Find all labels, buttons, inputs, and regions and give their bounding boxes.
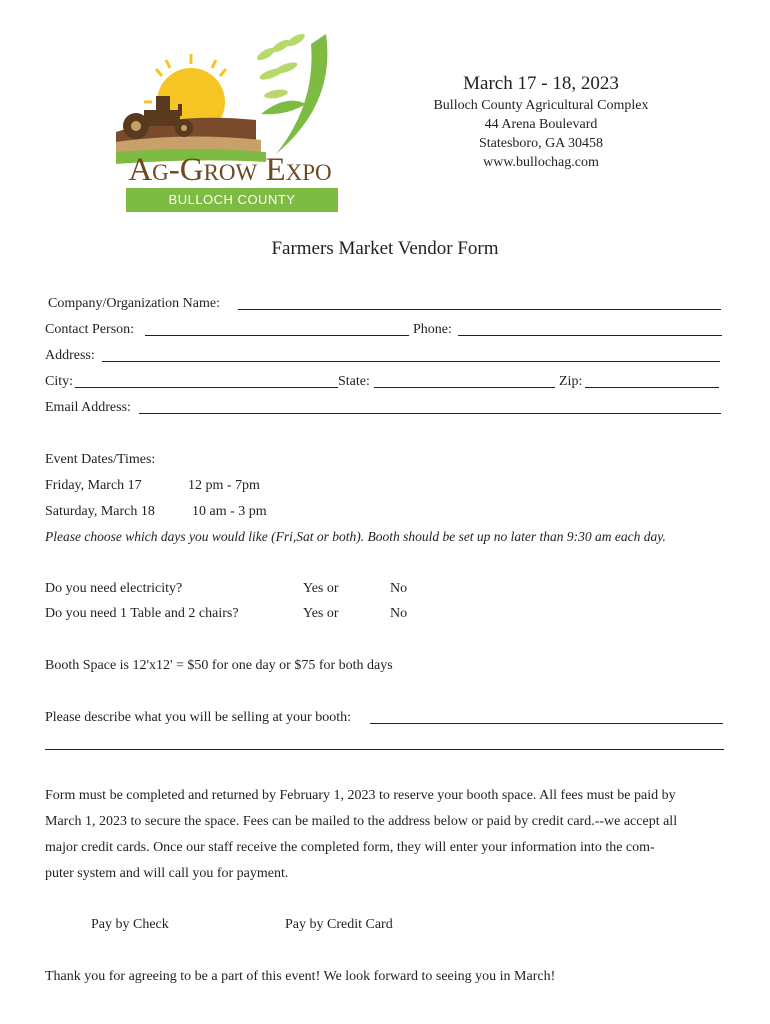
address-field[interactable]: [102, 361, 720, 362]
electricity-yes-option[interactable]: Yes or: [303, 581, 339, 596]
logo-title: Ag-Grow Expo: [128, 152, 332, 188]
schedule-note: Please choose which days you would like (Fri,Sat or both). Booth should be set up no later than 9:30 am each day.: [45, 529, 666, 544]
describe-label: Please describe what you will be selling at your booth:: [45, 710, 351, 725]
terms-paragraph: [45, 783, 735, 887]
company-label: Company/Organization Name:: [48, 296, 220, 311]
terms-line-4: puter system and will call you for payment.: [45, 866, 289, 881]
event-city: Statesboro, GA 30458: [478, 136, 604, 151]
zip-field[interactable]: [585, 387, 719, 388]
pay-by-credit-card-option[interactable]: Pay by Credit Card: [285, 917, 393, 932]
form-title: Farmers Market Vendor Form: [271, 238, 499, 259]
event-info: [410, 72, 672, 172]
schedule-heading: Event Dates/Times:: [45, 452, 156, 467]
electricity-question: Do you need electricity?: [45, 581, 183, 596]
email-field[interactable]: [139, 413, 721, 414]
describe-field-line-2[interactable]: [45, 749, 724, 750]
event-street: 44 Arena Boulevard: [484, 117, 598, 132]
pay-by-check-option[interactable]: Pay by Check: [91, 917, 169, 932]
city-field[interactable]: [75, 387, 338, 388]
city-label: City:: [45, 374, 74, 389]
electricity-no-option[interactable]: No: [390, 581, 408, 596]
company-field[interactable]: [238, 309, 721, 310]
schedule-time-2: 10 am - 3 pm: [192, 504, 267, 519]
zip-label: Zip:: [559, 374, 583, 389]
wheat-grains: [255, 32, 306, 100]
contact-field[interactable]: [145, 335, 409, 336]
schedule-day-1: Friday, March 17: [45, 478, 142, 493]
state-field[interactable]: [374, 387, 555, 388]
state-label: State:: [338, 374, 370, 389]
describe-field-line-1[interactable]: [370, 723, 723, 724]
phone-label: Phone:: [413, 322, 452, 337]
event-dates: March 17 - 18, 2023: [463, 73, 619, 94]
schedule-day-2: Saturday, March 18: [45, 504, 155, 519]
event-website: www.bullochag.com: [483, 155, 599, 170]
table-question: Do you need 1 Table and 2 chairs?: [45, 606, 239, 621]
address-label: Address:: [45, 348, 95, 363]
event-venue: Bulloch County Agricultural Complex: [433, 98, 649, 113]
ag-grow-expo-logo: [86, 24, 346, 220]
logo-subtitle-banner: BULLOCH COUNTY: [126, 188, 338, 212]
schedule-time-1: 12 pm - 7pm: [188, 478, 260, 493]
table-yes-option[interactable]: Yes or: [303, 606, 339, 621]
email-label: Email Address:: [45, 400, 131, 415]
terms-line-3: major credit cards. Once our staff receive the completed form, they will enter your information into the com-: [45, 840, 655, 855]
closing-message: Thank you for agreeing to be a part of this event! We look forward to seeing you in March!: [45, 969, 556, 984]
phone-field[interactable]: [458, 335, 722, 336]
contact-label: Contact Person:: [45, 322, 135, 337]
booth-price: Booth Space is 12'x12' = $50 for one day or $75 for both days: [45, 658, 393, 673]
terms-line-1: Form must be completed and returned by February 1, 2023 to reserve your booth space. All fees must be paid by: [45, 788, 676, 803]
table-no-option[interactable]: No: [390, 606, 408, 621]
terms-line-2: March 1, 2023 to secure the space. Fees can be mailed to the address below or paid by credit card.--we accept all: [45, 814, 678, 829]
